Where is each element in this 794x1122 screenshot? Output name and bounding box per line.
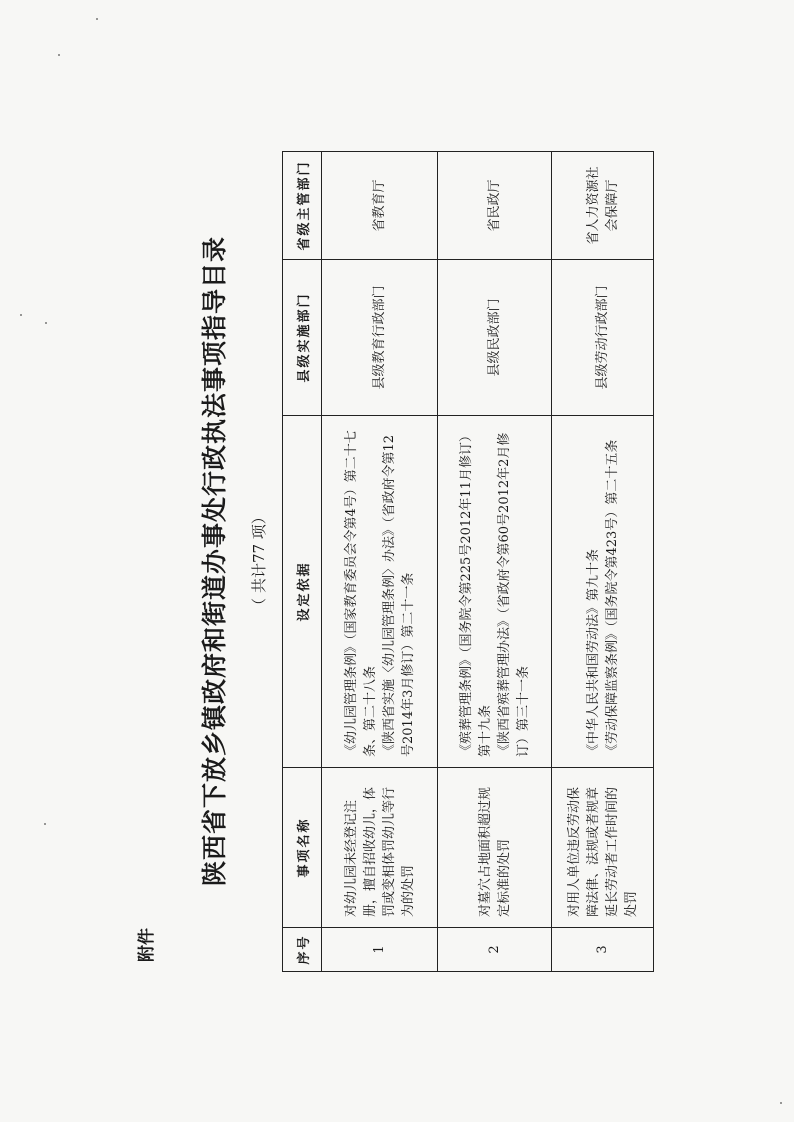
basis-line: 《殡葬管理条例》（国务院令第225号2012年11月修订）第十九条: [458, 429, 493, 757]
header-legal-basis: 设定依据: [283, 416, 322, 768]
catalog-table: [282, 151, 654, 972]
basis-line: 《陕西省殡葬管理办法》（省政府令第60号2012年2月修订）第三十一条: [496, 432, 531, 757]
item-name: 对用人单位违反劳动保障法律、法规或者规章延长劳动者工作时间的处罚: [552, 768, 654, 928]
legal-basis: [438, 416, 552, 768]
legal-basis: [552, 416, 654, 768]
province-department: 省教育厅: [322, 152, 438, 260]
basis-line: 《陕西省实施〈幼儿园管理条例〉办法》（省政府令第12号2014年3月修订）第二十一条: [381, 434, 416, 757]
basis-line: 《中华人民共和国劳动法》第九十条: [585, 548, 601, 757]
row-number: 1: [322, 928, 438, 972]
county-department: 县级劳动行政部门: [552, 260, 654, 416]
basis-line: 《幼儿园管理条例》（国家教育委员会令第4号）第二十七条、第二十八条: [343, 430, 378, 757]
table-row: [322, 152, 438, 972]
total-count: （ 共计77 项）: [250, 509, 268, 613]
attachment-label: 附件: [137, 928, 157, 962]
item-name: 对墓穴占地面积超过规定标准的处罚: [438, 768, 552, 928]
header-county-dept: 县级实施部门: [283, 260, 322, 416]
province-department: 省人力资源社会保障厅: [552, 152, 654, 260]
legal-basis: [322, 416, 438, 768]
row-number: 3: [552, 928, 654, 972]
row-number: 2: [438, 928, 552, 972]
header-province-dept: 省级主管部门: [283, 152, 322, 260]
item-name: 对幼儿园未经登记注册，擅自招收幼儿，体罚或变相体罚幼儿等行为的处罚: [322, 768, 438, 928]
header-item-name: 事项名称: [283, 768, 322, 928]
province-department: 省民政厅: [438, 152, 552, 260]
basis-line: 《劳动保障监察条例》（国务院令第423号）第二十五条: [604, 439, 620, 757]
table-row: [438, 152, 552, 972]
county-department: 县级民政部门: [438, 260, 552, 416]
table-header-row: [283, 152, 322, 972]
table-row: [552, 152, 654, 972]
document-title: 陕西省下放乡镇政府和街道办事处行政执法事项指导目录: [200, 236, 229, 887]
county-department: 县级教育行政部门: [322, 260, 438, 416]
header-no: 序号: [283, 928, 322, 972]
